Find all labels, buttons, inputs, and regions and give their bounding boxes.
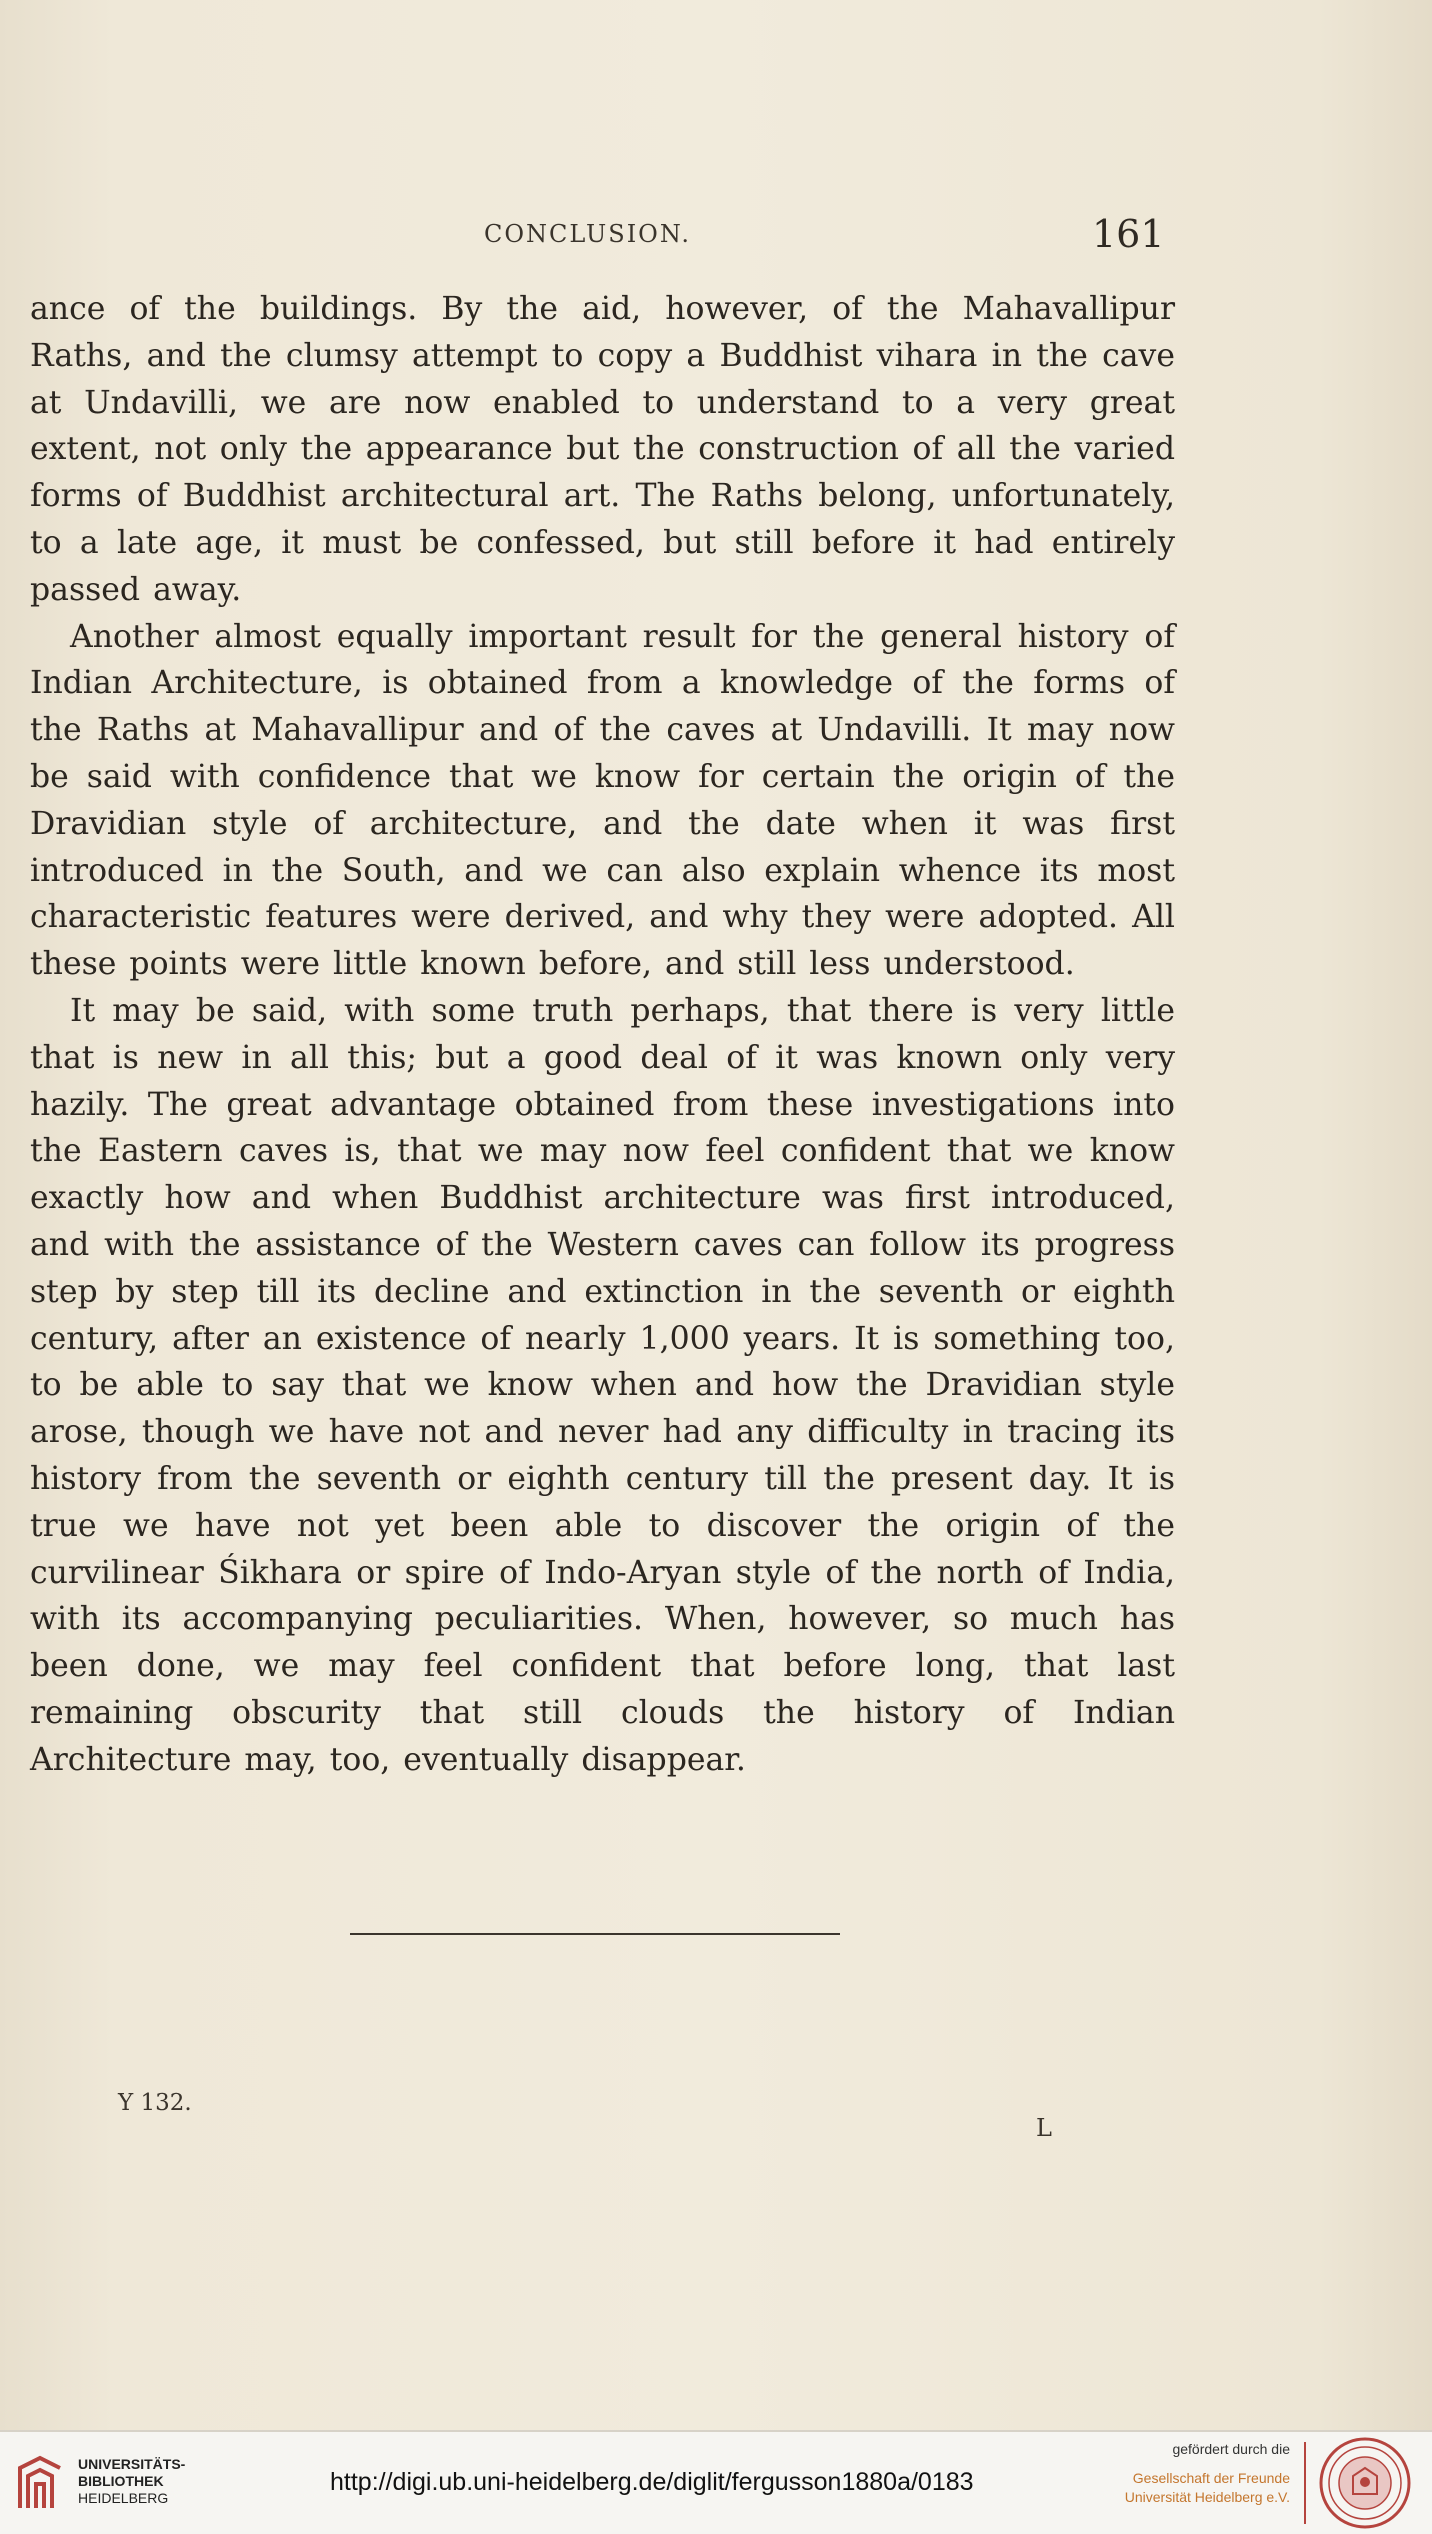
sponsor-org-line2: Universität Heidelberg e.V. bbox=[1124, 2489, 1290, 2505]
sponsor-credit bbox=[1060, 2440, 1290, 2507]
paragraph-2: Another almost equally important result for the general history of Indian Architecture, is obtained from a knowledge of the forms of the Raths at Mahavallipur and of the caves at Undavilli. It may now be said with confidence that we know for certain the origin of the Dravidian style of architecture, and the date when it was first introduced in the South, and we can also explain whence its most characteristic features were derived, and why they were adopted. All these points were little known before, and still less understood. bbox=[30, 618, 1175, 983]
source-url-link[interactable]: http://digi.ub.uni-heidelberg.de/diglit/fergusson1880a/0183 bbox=[330, 2468, 974, 2496]
library-name-line1: UNIVERSITÄTS- bbox=[78, 2456, 186, 2472]
library-logo-icon bbox=[14, 2454, 66, 2514]
library-name bbox=[78, 2456, 185, 2507]
signature-mark: Y 132. bbox=[118, 2090, 192, 2116]
body-text bbox=[30, 286, 1175, 1784]
signature-letter: L bbox=[1036, 2114, 1052, 2142]
page-header bbox=[0, 212, 1432, 262]
footer-bar bbox=[0, 2430, 1432, 2534]
sponsor-divider bbox=[1304, 2442, 1306, 2524]
paragraph-1: ance of the buildings. By the aid, however, of the Mahavallipur Raths, and the clumsy attempt to copy a Buddhist vihara in the cave at Undavilli, we are now enabled to understand to a very great extent, not only the appearance but the construction of all the varied forms of Buddhist architectural art. The Raths belong, unfortunately, to a late age, it must be confessed, but still before it had entirely passed away. bbox=[30, 291, 1175, 608]
page-number: 161 bbox=[1092, 212, 1165, 256]
sponsor-org-line1: Gesellschaft der Freunde bbox=[1132, 2470, 1290, 2486]
paragraph-3: It may be said, with some truth perhaps, that there is very little that is new in all this; but a good deal of it was known only very hazily. The great advantage obtained from these investigations into the Eastern caves is, that we may now feel confident that we know exactly how and when Buddhist architecture was first introduced, and with the assistance of the Western caves can follow its progress step by step till its decline and extinction in the seventh or eighth century, after an existence of nearly 1,000 years. It is something too, to be able to say that we know when and how the Dravidian style arose, though we have not and never had any difficulty in tracing its history from the seventh or eighth century till the present day. It is true we have not yet been able to discover the origin of the curvilinear Śikhara or spire of Indo-Aryan style of the north of India, with its accompanying peculiarities. When, however, so much has been done, we may feel confident that before long, that last remaining obscurity that still clouds the history of Indian Architecture may, too, eventually disappear. bbox=[30, 992, 1175, 1778]
university-seal-icon bbox=[1318, 2436, 1412, 2530]
running-title: CONCLUSION. bbox=[484, 220, 691, 248]
library-name-line3: HEIDELBERG bbox=[78, 2490, 169, 2506]
end-rule bbox=[350, 1933, 840, 1935]
sponsor-lead: gefördert durch die bbox=[1172, 2441, 1290, 2457]
library-name-line2: BIBLIOTHEK bbox=[78, 2473, 164, 2489]
